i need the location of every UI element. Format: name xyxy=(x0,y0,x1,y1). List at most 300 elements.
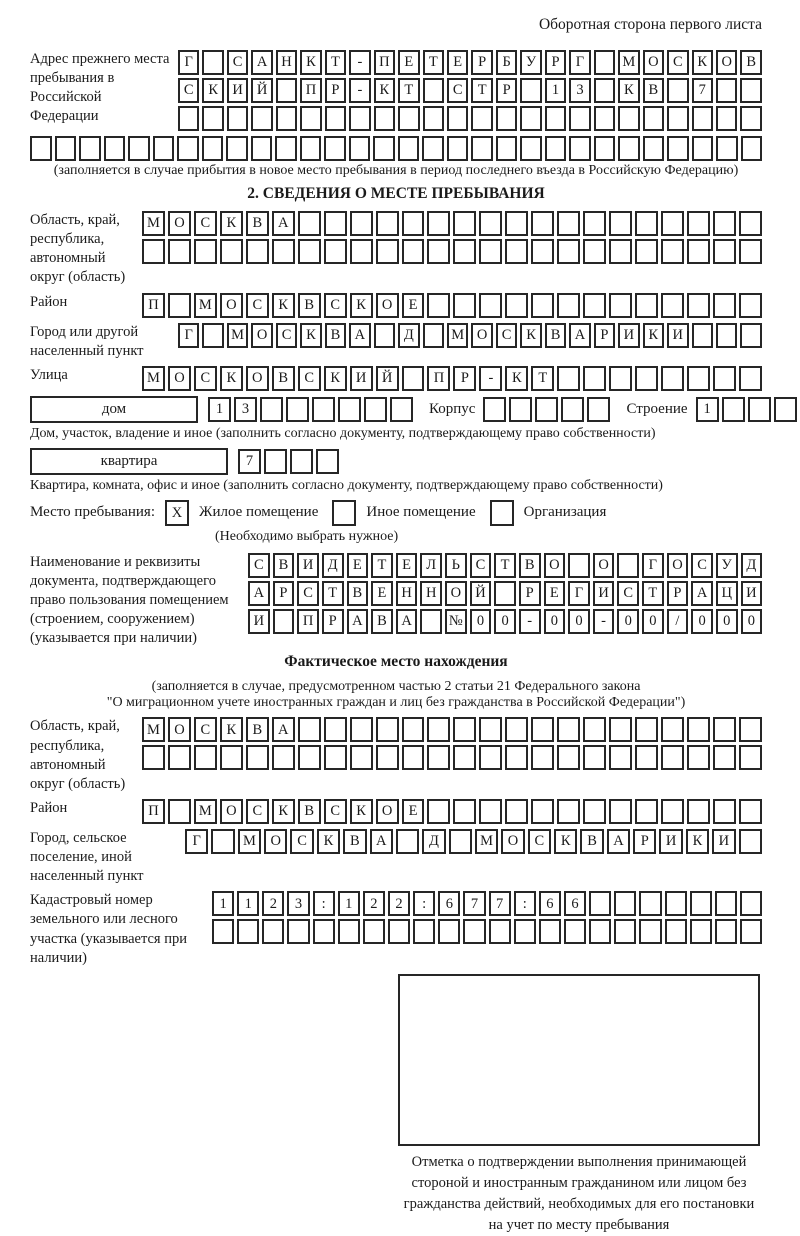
char-cell[interactable]: К xyxy=(272,293,295,318)
char-cell[interactable] xyxy=(30,136,52,161)
char-cell[interactable] xyxy=(741,136,763,161)
char-cell[interactable]: П xyxy=(142,799,165,824)
char-cell[interactable]: А xyxy=(691,581,713,606)
char-cell[interactable] xyxy=(639,919,661,944)
char-cell[interactable] xyxy=(313,919,335,944)
char-cell[interactable] xyxy=(635,211,658,236)
char-cell[interactable] xyxy=(614,891,636,916)
char-cell[interactable] xyxy=(568,553,590,578)
char-cell[interactable]: О xyxy=(264,829,287,854)
char-cell[interactable]: 0 xyxy=(716,609,738,634)
char-cell[interactable]: Г xyxy=(569,50,590,75)
char-cell[interactable] xyxy=(479,745,502,770)
char-cell[interactable] xyxy=(505,717,528,742)
char-cell[interactable]: С xyxy=(447,78,468,103)
char-cell[interactable]: С xyxy=(297,581,319,606)
char-cell[interactable]: Е xyxy=(347,553,369,578)
char-cell[interactable] xyxy=(687,799,710,824)
char-cell[interactable]: И xyxy=(593,581,615,606)
char-cell[interactable] xyxy=(505,239,528,264)
char-cell[interactable]: В xyxy=(298,293,321,318)
char-cell[interactable] xyxy=(531,717,554,742)
char-cell[interactable] xyxy=(687,293,710,318)
char-cell[interactable] xyxy=(262,919,284,944)
char-cell[interactable] xyxy=(505,293,528,318)
char-cell[interactable]: К xyxy=(554,829,577,854)
char-cell[interactable] xyxy=(740,78,761,103)
char-cell[interactable]: Е xyxy=(402,293,425,318)
char-cell[interactable]: К xyxy=(272,799,295,824)
char-cell[interactable] xyxy=(715,891,737,916)
char-cell[interactable] xyxy=(715,919,737,944)
char-cell[interactable] xyxy=(609,366,632,391)
char-cell[interactable]: Й xyxy=(376,366,399,391)
char-cell[interactable] xyxy=(349,106,370,131)
char-cell[interactable] xyxy=(226,136,248,161)
char-cell[interactable] xyxy=(740,919,762,944)
char-cell[interactable] xyxy=(423,78,444,103)
char-cell[interactable]: В xyxy=(246,717,269,742)
char-cell[interactable]: К xyxy=(317,829,340,854)
char-cell[interactable] xyxy=(564,919,586,944)
char-cell[interactable]: О xyxy=(246,366,269,391)
char-cell[interactable] xyxy=(220,239,243,264)
char-cell[interactable] xyxy=(609,239,632,264)
char-cell[interactable]: 0 xyxy=(544,609,566,634)
char-cell[interactable] xyxy=(594,78,615,103)
char-cell[interactable]: В xyxy=(347,581,369,606)
char-cell[interactable] xyxy=(667,106,688,131)
char-cell[interactable] xyxy=(427,293,450,318)
char-cell[interactable]: А xyxy=(272,211,295,236)
char-cell[interactable]: Н xyxy=(276,50,297,75)
char-cell[interactable] xyxy=(539,919,561,944)
char-cell[interactable]: И xyxy=(741,581,763,606)
char-cell[interactable] xyxy=(716,323,737,348)
char-cell[interactable]: М xyxy=(618,50,639,75)
char-cell[interactable]: 0 xyxy=(568,609,590,634)
char-cell[interactable]: М xyxy=(142,717,165,742)
char-cell[interactable] xyxy=(509,397,532,422)
char-cell[interactable]: Р xyxy=(519,581,541,606)
char-cell[interactable] xyxy=(687,366,710,391)
char-cell[interactable] xyxy=(514,919,536,944)
char-cell[interactable]: О xyxy=(667,553,689,578)
char-cell[interactable]: : xyxy=(313,891,335,916)
char-cell[interactable]: А xyxy=(272,717,295,742)
char-cell[interactable] xyxy=(739,211,762,236)
char-cell[interactable] xyxy=(740,891,762,916)
char-cell[interactable]: С xyxy=(691,553,713,578)
char-cell[interactable]: В xyxy=(740,50,761,75)
char-cell[interactable]: К xyxy=(505,366,528,391)
char-cell[interactable] xyxy=(316,449,339,474)
char-cell[interactable] xyxy=(363,919,385,944)
char-cell[interactable]: Д xyxy=(398,323,419,348)
char-cell[interactable] xyxy=(609,293,632,318)
char-cell[interactable] xyxy=(276,78,297,103)
char-cell[interactable] xyxy=(300,106,321,131)
char-cell[interactable] xyxy=(667,136,689,161)
char-cell[interactable] xyxy=(237,919,259,944)
char-cell[interactable]: Т xyxy=(325,50,346,75)
char-cell[interactable] xyxy=(609,745,632,770)
char-cell[interactable] xyxy=(489,919,511,944)
char-cell[interactable] xyxy=(609,211,632,236)
char-cell[interactable]: Р xyxy=(325,78,346,103)
char-cell[interactable]: Р xyxy=(273,581,295,606)
char-cell[interactable] xyxy=(587,397,610,422)
char-cell[interactable]: С xyxy=(227,50,248,75)
char-cell[interactable] xyxy=(583,745,606,770)
char-cell[interactable]: С xyxy=(246,293,269,318)
char-cell[interactable]: П xyxy=(300,78,321,103)
char-cell[interactable]: Е xyxy=(402,799,425,824)
char-cell[interactable] xyxy=(79,136,101,161)
char-cell[interactable] xyxy=(453,239,476,264)
char-cell[interactable] xyxy=(618,106,639,131)
char-cell[interactable] xyxy=(739,717,762,742)
char-cell[interactable]: К xyxy=(350,293,373,318)
char-cell[interactable]: К xyxy=(220,211,243,236)
char-cell[interactable]: О xyxy=(376,799,399,824)
char-cell[interactable] xyxy=(661,745,684,770)
char-cell[interactable] xyxy=(557,239,580,264)
char-cell[interactable]: Р xyxy=(496,78,517,103)
char-cell[interactable] xyxy=(667,78,688,103)
char-cell[interactable] xyxy=(427,745,450,770)
char-cell[interactable]: О xyxy=(168,717,191,742)
char-cell[interactable]: У xyxy=(716,553,738,578)
char-cell[interactable]: 6 xyxy=(564,891,586,916)
char-cell[interactable] xyxy=(422,136,444,161)
char-cell[interactable] xyxy=(376,717,399,742)
char-cell[interactable]: К xyxy=(692,50,713,75)
char-cell[interactable] xyxy=(376,211,399,236)
char-cell[interactable] xyxy=(402,745,425,770)
checkbox-zhiloe[interactable]: X xyxy=(165,500,189,526)
dom-box[interactable]: дом xyxy=(30,396,198,423)
char-cell[interactable]: П xyxy=(374,50,395,75)
checkbox-organizatsiya[interactable] xyxy=(490,500,514,526)
char-cell[interactable] xyxy=(505,745,528,770)
char-cell[interactable] xyxy=(557,366,580,391)
char-cell[interactable] xyxy=(692,106,713,131)
char-cell[interactable] xyxy=(420,609,442,634)
char-cell[interactable]: : xyxy=(413,891,435,916)
char-cell[interactable] xyxy=(338,919,360,944)
char-cell[interactable]: Й xyxy=(470,581,492,606)
char-cell[interactable] xyxy=(275,136,297,161)
char-cell[interactable]: К xyxy=(618,78,639,103)
char-cell[interactable] xyxy=(212,919,234,944)
char-cell[interactable]: С xyxy=(298,366,321,391)
char-cell[interactable]: С xyxy=(246,799,269,824)
char-cell[interactable] xyxy=(739,829,762,854)
char-cell[interactable]: К xyxy=(220,366,243,391)
char-cell[interactable] xyxy=(202,106,223,131)
char-cell[interactable] xyxy=(178,106,199,131)
char-cell[interactable] xyxy=(614,919,636,944)
char-cell[interactable] xyxy=(713,239,736,264)
char-cell[interactable] xyxy=(520,106,541,131)
char-cell[interactable] xyxy=(583,239,606,264)
char-cell[interactable]: П xyxy=(297,609,319,634)
char-cell[interactable]: Р xyxy=(322,609,344,634)
char-cell[interactable] xyxy=(713,211,736,236)
char-cell[interactable] xyxy=(748,397,771,422)
char-cell[interactable] xyxy=(471,106,492,131)
char-cell[interactable] xyxy=(177,136,199,161)
char-cell[interactable]: К xyxy=(300,50,321,75)
char-cell[interactable]: С xyxy=(667,50,688,75)
char-cell[interactable]: Й xyxy=(251,78,272,103)
char-cell[interactable] xyxy=(338,397,361,422)
char-cell[interactable]: М xyxy=(475,829,498,854)
char-cell[interactable] xyxy=(557,211,580,236)
char-cell[interactable] xyxy=(413,919,435,944)
char-cell[interactable]: А xyxy=(251,50,272,75)
char-cell[interactable] xyxy=(423,323,444,348)
char-cell[interactable] xyxy=(643,136,665,161)
char-cell[interactable] xyxy=(661,799,684,824)
char-cell[interactable]: 2 xyxy=(262,891,284,916)
char-cell[interactable] xyxy=(740,323,761,348)
char-cell[interactable] xyxy=(531,745,554,770)
char-cell[interactable]: П xyxy=(427,366,450,391)
char-cell[interactable]: Д xyxy=(322,553,344,578)
char-cell[interactable]: 0 xyxy=(691,609,713,634)
char-cell[interactable] xyxy=(635,293,658,318)
char-cell[interactable]: 2 xyxy=(363,891,385,916)
char-cell[interactable]: К xyxy=(643,323,664,348)
char-cell[interactable]: В xyxy=(643,78,664,103)
char-cell[interactable] xyxy=(453,745,476,770)
char-cell[interactable] xyxy=(716,136,738,161)
char-cell[interactable] xyxy=(661,293,684,318)
char-cell[interactable] xyxy=(739,745,762,770)
char-cell[interactable] xyxy=(531,293,554,318)
char-cell[interactable]: 0 xyxy=(470,609,492,634)
char-cell[interactable] xyxy=(471,136,493,161)
char-cell[interactable] xyxy=(520,136,542,161)
char-cell[interactable] xyxy=(427,239,450,264)
char-cell[interactable]: 2 xyxy=(388,891,410,916)
char-cell[interactable]: О xyxy=(376,293,399,318)
char-cell[interactable]: 0 xyxy=(494,609,516,634)
char-cell[interactable] xyxy=(427,717,450,742)
char-cell[interactable]: К xyxy=(520,323,541,348)
char-cell[interactable] xyxy=(251,106,272,131)
char-cell[interactable]: И xyxy=(227,78,248,103)
char-cell[interactable] xyxy=(153,136,175,161)
char-cell[interactable] xyxy=(545,136,567,161)
char-cell[interactable] xyxy=(716,106,737,131)
char-cell[interactable] xyxy=(324,745,347,770)
char-cell[interactable]: К xyxy=(350,799,373,824)
char-cell[interactable] xyxy=(276,106,297,131)
char-cell[interactable]: О xyxy=(445,581,467,606)
char-cell[interactable]: Т xyxy=(494,553,516,578)
char-cell[interactable]: Р xyxy=(594,323,615,348)
char-cell[interactable]: Е xyxy=(544,581,566,606)
char-cell[interactable]: М xyxy=(142,366,165,391)
char-cell[interactable] xyxy=(325,106,346,131)
char-cell[interactable] xyxy=(287,919,309,944)
char-cell[interactable]: К xyxy=(202,78,223,103)
char-cell[interactable]: С xyxy=(617,581,639,606)
char-cell[interactable]: Н xyxy=(396,581,418,606)
char-cell[interactable]: В xyxy=(580,829,603,854)
char-cell[interactable] xyxy=(774,397,797,422)
char-cell[interactable]: - xyxy=(349,78,370,103)
char-cell[interactable]: М xyxy=(227,323,248,348)
char-cell[interactable] xyxy=(449,829,472,854)
char-cell[interactable] xyxy=(55,136,77,161)
char-cell[interactable] xyxy=(531,799,554,824)
char-cell[interactable] xyxy=(739,366,762,391)
char-cell[interactable]: С xyxy=(528,829,551,854)
char-cell[interactable] xyxy=(713,745,736,770)
char-cell[interactable]: И xyxy=(659,829,682,854)
char-cell[interactable]: В xyxy=(246,211,269,236)
char-cell[interactable] xyxy=(373,136,395,161)
char-cell[interactable] xyxy=(583,799,606,824)
char-cell[interactable] xyxy=(324,136,346,161)
char-cell[interactable]: Ц xyxy=(716,581,738,606)
char-cell[interactable] xyxy=(713,717,736,742)
char-cell[interactable] xyxy=(202,323,223,348)
char-cell[interactable]: Т xyxy=(371,553,393,578)
char-cell[interactable]: М xyxy=(142,211,165,236)
char-cell[interactable]: Г xyxy=(568,581,590,606)
char-cell[interactable] xyxy=(423,106,444,131)
char-cell[interactable] xyxy=(665,891,687,916)
char-cell[interactable] xyxy=(453,799,476,824)
char-cell[interactable] xyxy=(427,211,450,236)
char-cell[interactable] xyxy=(264,449,287,474)
char-cell[interactable] xyxy=(583,366,606,391)
char-cell[interactable]: С xyxy=(276,323,297,348)
char-cell[interactable]: А xyxy=(569,323,590,348)
char-cell[interactable] xyxy=(447,136,469,161)
char-cell[interactable] xyxy=(583,211,606,236)
char-cell[interactable]: - xyxy=(349,50,370,75)
char-cell[interactable] xyxy=(312,397,335,422)
char-cell[interactable] xyxy=(350,745,373,770)
char-cell[interactable]: У xyxy=(520,50,541,75)
char-cell[interactable]: К xyxy=(324,366,347,391)
char-cell[interactable] xyxy=(617,553,639,578)
char-cell[interactable]: 0 xyxy=(642,609,664,634)
char-cell[interactable] xyxy=(690,891,712,916)
char-cell[interactable] xyxy=(402,211,425,236)
char-cell[interactable]: Р xyxy=(633,829,656,854)
char-cell[interactable]: В xyxy=(325,323,346,348)
char-cell[interactable]: 1 xyxy=(237,891,259,916)
char-cell[interactable]: Л xyxy=(420,553,442,578)
char-cell[interactable]: Р xyxy=(667,581,689,606)
char-cell[interactable]: 0 xyxy=(741,609,763,634)
char-cell[interactable]: И xyxy=(712,829,735,854)
char-cell[interactable]: В xyxy=(343,829,366,854)
char-cell[interactable] xyxy=(246,745,269,770)
char-cell[interactable] xyxy=(594,106,615,131)
char-cell[interactable] xyxy=(479,239,502,264)
char-cell[interactable] xyxy=(665,919,687,944)
char-cell[interactable]: И xyxy=(248,609,270,634)
char-cell[interactable] xyxy=(324,717,347,742)
char-cell[interactable] xyxy=(168,239,191,264)
char-cell[interactable] xyxy=(531,211,554,236)
char-cell[interactable]: Т xyxy=(398,78,419,103)
char-cell[interactable] xyxy=(535,397,558,422)
char-cell[interactable]: А xyxy=(607,829,630,854)
char-cell[interactable]: П xyxy=(142,293,165,318)
char-cell[interactable]: Н xyxy=(420,581,442,606)
char-cell[interactable]: С xyxy=(324,799,347,824)
char-cell[interactable] xyxy=(722,397,745,422)
char-cell[interactable] xyxy=(520,78,541,103)
char-cell[interactable] xyxy=(202,50,223,75)
char-cell[interactable] xyxy=(496,106,517,131)
char-cell[interactable] xyxy=(687,239,710,264)
char-cell[interactable] xyxy=(479,293,502,318)
char-cell[interactable]: М xyxy=(194,799,217,824)
char-cell[interactable] xyxy=(220,745,243,770)
kvartira-box[interactable]: квартира xyxy=(30,448,228,475)
char-cell[interactable] xyxy=(374,323,395,348)
char-cell[interactable]: М xyxy=(238,829,261,854)
char-cell[interactable]: Б xyxy=(496,50,517,75)
char-cell[interactable] xyxy=(531,239,554,264)
char-cell[interactable]: Д xyxy=(422,829,445,854)
char-cell[interactable]: О xyxy=(251,323,272,348)
char-cell[interactable] xyxy=(505,799,528,824)
char-cell[interactable]: Т xyxy=(642,581,664,606)
char-cell[interactable] xyxy=(594,50,615,75)
char-cell[interactable] xyxy=(661,239,684,264)
char-cell[interactable] xyxy=(349,136,371,161)
char-cell[interactable] xyxy=(594,136,616,161)
char-cell[interactable] xyxy=(350,211,373,236)
char-cell[interactable] xyxy=(168,799,191,824)
char-cell[interactable]: С xyxy=(194,717,217,742)
char-cell[interactable]: 1 xyxy=(208,397,231,422)
char-cell[interactable]: В xyxy=(298,799,321,824)
char-cell[interactable] xyxy=(298,745,321,770)
char-cell[interactable] xyxy=(374,106,395,131)
char-cell[interactable]: С xyxy=(470,553,492,578)
char-cell[interactable]: 7 xyxy=(238,449,261,474)
char-cell[interactable] xyxy=(453,293,476,318)
char-cell[interactable]: Д xyxy=(741,553,763,578)
char-cell[interactable]: 6 xyxy=(539,891,561,916)
char-cell[interactable]: О xyxy=(544,553,566,578)
char-cell[interactable]: 1 xyxy=(696,397,719,422)
char-cell[interactable] xyxy=(687,717,710,742)
char-cell[interactable] xyxy=(494,581,516,606)
char-cell[interactable]: К xyxy=(374,78,395,103)
char-cell[interactable] xyxy=(298,717,321,742)
char-cell[interactable] xyxy=(202,136,224,161)
char-cell[interactable]: Г xyxy=(178,323,199,348)
char-cell[interactable] xyxy=(194,239,217,264)
char-cell[interactable] xyxy=(557,799,580,824)
char-cell[interactable] xyxy=(505,211,528,236)
char-cell[interactable] xyxy=(545,106,566,131)
char-cell[interactable] xyxy=(713,293,736,318)
